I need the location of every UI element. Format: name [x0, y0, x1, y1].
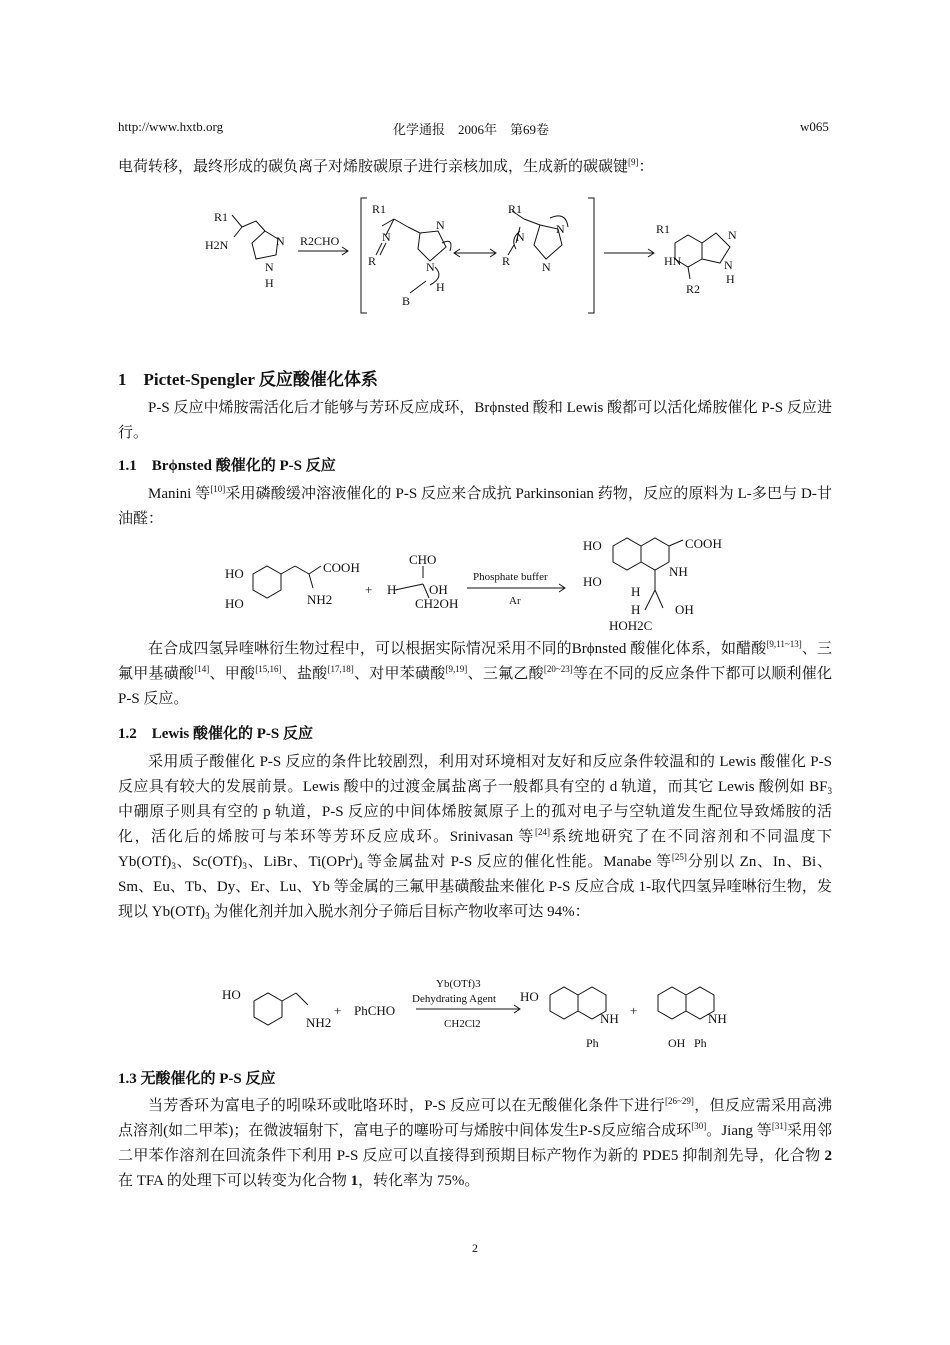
scheme-2-dopa-reaction — [215, 532, 735, 636]
citation: [26~29] — [664, 1096, 694, 1106]
citation: [30] — [691, 1121, 707, 1131]
para-text: 为催化剂并加入脱水剂分子筛后目标产物收率可达 94%： — [209, 904, 590, 920]
cooh-label: COOH — [685, 536, 722, 551]
subscript: 3 — [827, 786, 832, 796]
intro-paragraph — [118, 155, 832, 180]
para-text: 中硼原子则具有空的 p 轨道，P-S 反应的中间体烯胺氮原子上的孤对电子与空轨道发生配位导致烯胺的活化，活化后的烯胺可与苯环等芳环反应成环。Srinivasan 等 — [118, 804, 832, 845]
h-label: H — [387, 582, 397, 597]
n-label: N — [724, 258, 733, 272]
section-1-2-paragraph — [118, 750, 832, 925]
ho-label: HO — [225, 566, 244, 581]
r1-label: R1 — [214, 210, 229, 224]
r2-label: R2 — [686, 282, 701, 296]
para-text: 、Sc(OTf) — [175, 854, 243, 870]
condition-catalyst: Yb(OTf)3 — [436, 978, 481, 990]
para-text: ) — [352, 854, 358, 870]
citation: [9,11~13] — [766, 639, 802, 649]
nh2-label: NH2 — [306, 1015, 332, 1030]
hoh2c-label: HOH2C — [609, 618, 653, 633]
para-text: 等金属盐对 P-S 反应的催化性能。Manabe 等 — [362, 854, 672, 870]
para-text: 、对甲苯磺酸 — [353, 666, 446, 682]
page-number: 2 — [472, 1241, 478, 1255]
r1-label: R1 — [372, 202, 387, 216]
para-text: 系统地研究了在不同溶剂和不同温度下 Yb(OTf) — [118, 829, 832, 870]
para-text: 分别以 Zn、In、Bi、Sm、Eu、Tb、Dy、Er、Lu、Yb 等金属的三氟甲基磺酸盐来催化 P-S 反应合成 1-取代四氢异喹啉衍生物，发现以 Yb(OTf) — [118, 854, 832, 920]
ho-label: HO — [222, 987, 241, 1002]
n-label: N — [265, 260, 274, 274]
section-heading-1: 1 Pictet-Spengler 反应酸催化体系 — [118, 370, 378, 389]
para-text: 等在不同的反应条件下都可以顺利催化 P-S 反应。 — [118, 666, 832, 707]
oh-label: OH — [668, 1036, 686, 1050]
plus-sign: + — [630, 1003, 638, 1018]
nh2-label: NH2 — [307, 592, 333, 607]
citation: [10] — [210, 484, 226, 494]
para-text: 、甲酸 — [209, 666, 256, 682]
ch2oh-label: CH2OH — [415, 596, 459, 611]
condition-solvent: CH2Cl2 — [444, 1018, 481, 1030]
section-heading-1-1: 1.1 Brϕnsted 酸催化的 P-S 反应 — [118, 458, 336, 474]
hn-label: HN — [664, 254, 682, 268]
compound-number: 1 — [350, 1173, 359, 1189]
scheme-3-yb-reaction — [218, 975, 738, 1053]
para-text: 、盐酸 — [281, 666, 328, 682]
n-label: N — [556, 222, 565, 236]
para-text: Manini 等 — [148, 486, 211, 502]
citation: [24] — [535, 827, 550, 837]
superscript: i — [350, 852, 353, 862]
ph-label: Ph — [694, 1036, 707, 1050]
subscript: 3 — [242, 861, 247, 871]
citation: [14] — [194, 664, 210, 674]
cooh-label: COOH — [323, 560, 360, 575]
r-label: R — [368, 254, 377, 268]
subscript: 3 — [205, 911, 210, 921]
citation: [15,16] — [255, 664, 282, 674]
section-1-1-paragraph-2 — [118, 637, 832, 712]
para-text: 采用质子酸催化 P-S 反应的条件比较剧烈，利用对环境相对友好和反应条件较温和的 Lewis 酸催化 P-S 反应具有较大的发展前景。Lewis 酸中的过渡金属盐离子一般都具有空的 d 轨道，而其它 Lewis 酸例如 BF — [118, 754, 832, 795]
h-label: H — [265, 276, 274, 290]
h-label: H — [726, 272, 735, 286]
r1-label: R1 — [656, 222, 671, 236]
condition-bottom: Ar — [509, 595, 521, 607]
intro-text: 电荷转移，最终形成的碳负离子对烯胺碳原子进行亲核加成，生成新的碳碳键 — [118, 159, 629, 175]
para-text: 、LiBr、Ti(OPr — [246, 854, 351, 870]
para-text: 采用邻二甲苯作溶剂在回流条件下利用 P-S 反应可以直接得到预期目标产物作为新的 PDE5 抑制剂先导，化合物 — [118, 1123, 832, 1164]
n-label: N — [728, 228, 737, 242]
nh-label: NH — [708, 1011, 727, 1026]
n-label: N — [516, 230, 525, 244]
para-text: 在合成四氢异喹啉衍生物过程中，可以根据实际情况采用不同的Brϕnsted 酸催化体系，如醋酸 — [148, 641, 767, 657]
header-url[interactable]: http://www.hxtb.org — [118, 119, 224, 134]
para-text: ，但反应需采用高沸点溶剂(如二甲苯)；在微波辐射下，富电子的噻吩可与烯胺中间体发生P-S反应缩合成环 — [118, 1098, 832, 1139]
section-1-1-paragraph — [118, 482, 832, 532]
para-text: 、三氟乙酸 — [467, 666, 544, 682]
para-text: 在 TFA 的处理下可以转变为化合物 — [118, 1173, 351, 1189]
plus-sign: + — [334, 1003, 342, 1018]
intro-tail: ： — [638, 159, 654, 175]
para-text: ，转化率为 75%。 — [358, 1173, 480, 1189]
n-label: N — [436, 218, 445, 232]
section-heading-1-3: 1.3 无酸催化的 P-S 反应 — [118, 1071, 276, 1087]
r-label: R — [502, 254, 511, 268]
h-label: H — [436, 280, 445, 294]
r1-label: R1 — [508, 202, 523, 216]
header-journal: 化学通报 2006年 第69卷 — [393, 122, 550, 137]
h-label: H — [631, 602, 641, 617]
condition-agent: Dehydrating Agent — [412, 993, 497, 1005]
cho-label: CHO — [409, 552, 437, 567]
citation: [17,18] — [327, 664, 354, 674]
nh-label: NH — [669, 564, 688, 579]
n-label: N — [426, 260, 435, 274]
compound-number: 2 — [824, 1148, 832, 1164]
h2n-label: H2N — [205, 238, 229, 252]
header-code: w065 — [800, 119, 829, 134]
scheme-1-mechanism — [190, 193, 750, 318]
oh-label: OH — [429, 582, 448, 597]
section-heading-1-2: 1.2 Lewis 酸催化的 P-S 反应 — [118, 726, 314, 742]
ho-label: HO — [583, 574, 602, 589]
citation: [31] — [771, 1121, 787, 1131]
section-1-paragraph: P-S 反应中烯胺需活化后才能够与芳环反应成环，Brϕnsted 酸和 Lewis 酸都可以活化烯胺催化 P-S 反应进行。 — [118, 400, 832, 441]
citation: [25] — [671, 852, 687, 862]
oh-label: OH — [675, 602, 694, 617]
para-text: 当芳香环为富电子的吲哚环或吡咯环时，P-S 反应可以在无酸催化条件下进行 — [148, 1098, 665, 1114]
h-label: H — [631, 584, 641, 599]
ho-label: HO — [520, 989, 539, 1004]
reagent-label: R2CHO — [300, 234, 340, 248]
ph-label: Ph — [586, 1036, 599, 1050]
base-label: B — [402, 294, 411, 308]
citation: [9,19] — [445, 664, 468, 674]
plus-sign: + — [365, 582, 373, 597]
nh-label: NH — [600, 1011, 619, 1026]
section-1-3-paragraph — [118, 1094, 832, 1194]
condition-top: Phosphate buffer — [473, 571, 548, 583]
n-label: N — [276, 234, 285, 248]
phcho-label: PhCHO — [354, 1003, 396, 1018]
subscript: 3 — [171, 861, 176, 871]
n-label: N — [382, 230, 391, 244]
ho-label: HO — [225, 596, 244, 611]
para-text: 、三氟甲基磺酸 — [118, 641, 832, 682]
n-label: N — [542, 260, 551, 274]
subscript: 4 — [357, 861, 363, 871]
ho-label: HO — [583, 538, 602, 553]
citation: [20~23] — [543, 664, 573, 674]
citation: [9] — [628, 157, 639, 167]
para-text: 采用磷酸缓冲溶液催化的 P-S 反应来合成抗 Parkinsonian 药物，反应的原料为 L-多巴与 D-甘油醛： — [118, 486, 832, 527]
para-text: 。Jiang 等 — [706, 1123, 772, 1139]
